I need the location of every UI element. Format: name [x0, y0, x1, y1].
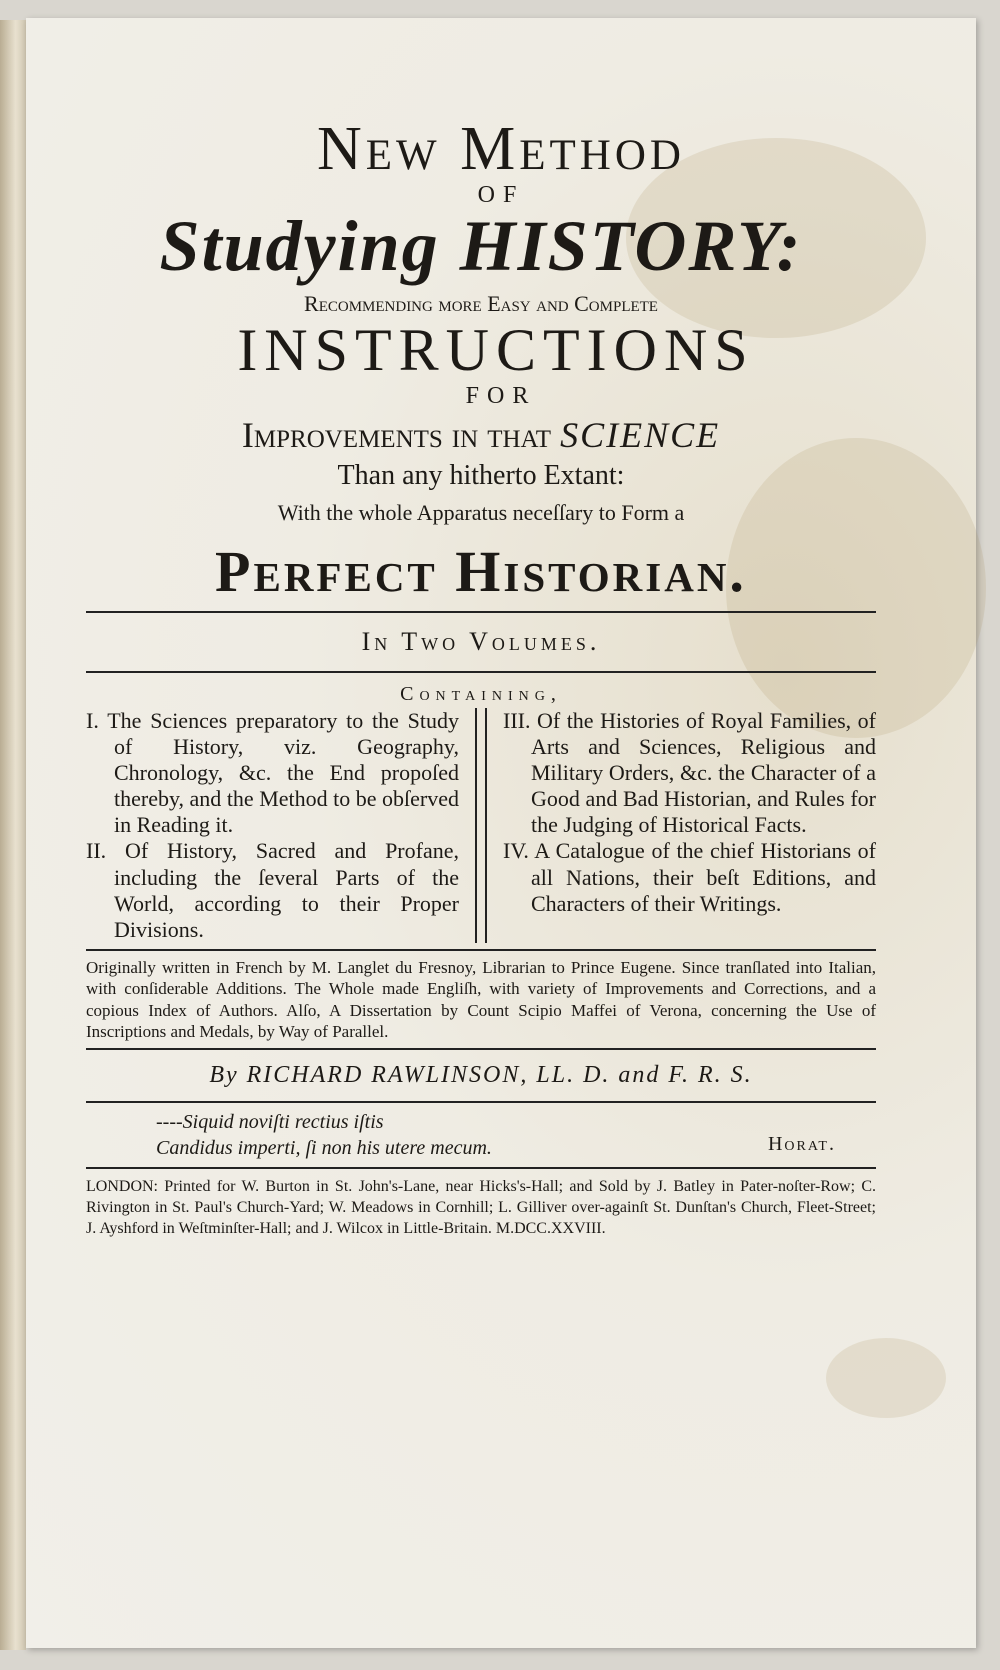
title-instructions: INSTRUCTIONS [237, 316, 755, 383]
author-line: By RICHARD RAWLINSON, LL. D. and F. R. S. [209, 1062, 753, 1089]
rule [86, 1048, 876, 1050]
contents-right-column [487, 708, 876, 944]
rule [86, 1101, 876, 1103]
rule [86, 671, 876, 673]
contents-item-4: IV. A Catalogue of the chief Historians of all Nations, their beſt Editions, and Characters of their Writings. [503, 838, 876, 916]
title-page-text [86, 115, 876, 1240]
subtitle-recommending: Recommending more Easy and Complete [304, 290, 658, 316]
contents-left-column [86, 708, 475, 944]
contents-item-2: II. Of History, Sacred and Profane, including the ſeveral Parts of the World, according to their Proper Divisions. [86, 838, 459, 942]
subtitle-whole-apparatus: With the whole Apparatus neceſſary to Form a [277, 499, 685, 525]
contents-columns [86, 708, 876, 944]
rule [86, 611, 876, 613]
subtitle-improvements [86, 414, 876, 456]
horace-motto [156, 1109, 876, 1161]
volumes-line: In Two Volumes. [361, 626, 601, 656]
rule [86, 949, 876, 951]
title-new-method: New Method [317, 115, 685, 183]
title-for: FOR [465, 382, 537, 409]
title-of: OF [477, 182, 525, 208]
originally-written-paragraph: Originally written in French by M. Langlet du Fresnoy, Librarian to Prince Eugene. Since tranſlated into Italian, with conſiderable Additions. The Whole made Engliſh, with variety of Improvements and Corrections, and a copious Index of Authors. Alſo, A Dissertation by Count Scipio Maffei of Verona, concerning the Use of Inscriptions and Medals, by Way of Parallel. [86, 958, 876, 1041]
containing-heading: Containing, [400, 682, 562, 705]
motto-line-1: ----Siquid noviſti rectius iſtis [156, 1111, 384, 1134]
title-studying-history: Studying HISTORY: [159, 206, 803, 286]
title-perfect-historian: Perfect Historian. [215, 538, 747, 604]
contents-item-1: I. The Sciences preparatory to the Study of History, viz. Geography, Chronology, &c. the End propoſed thereby, and the Method to be obſerved in Reading it. [86, 707, 459, 838]
motto-line-2: Candidus imperti, ſi non his utere mecum. [156, 1137, 492, 1160]
title-page [26, 18, 976, 1648]
column-divider [475, 708, 487, 944]
foxing-stain [826, 1338, 946, 1418]
imprint-paragraph: LONDON: Printed for W. Burton in St. John's-Lane, near Hicks's-Hall; and Sold by J. Batley in Pater-noſter-Row; C. Rivington in St. Paul's Church-Yard; W. Meadows in Cornhill; L. Gilliver over-againſt St. Dunſtan's Church, Fleet-Street; J. Ayshford in Weſtminſter-Hall; and J. Wilcox in Little-Britain. M.DCC.XXVIII. [86, 1178, 876, 1237]
subtitle-than: Than any hitherto Extant: [337, 459, 625, 491]
improvements-science: SCIENCE [560, 414, 721, 455]
book-spine-edge [0, 20, 26, 1650]
contents-item-3: III. Of the Histories of Royal Families, of Arts and Sciences, Religious and Military Orders, &c. the Character of a Good and Bad Historian, and Rules for the Judging of Historical Facts. [503, 707, 876, 838]
motto-attribution: Horat. [767, 1133, 836, 1156]
improvements-prefix: Improvements in that [241, 414, 552, 455]
rule [86, 1167, 876, 1169]
